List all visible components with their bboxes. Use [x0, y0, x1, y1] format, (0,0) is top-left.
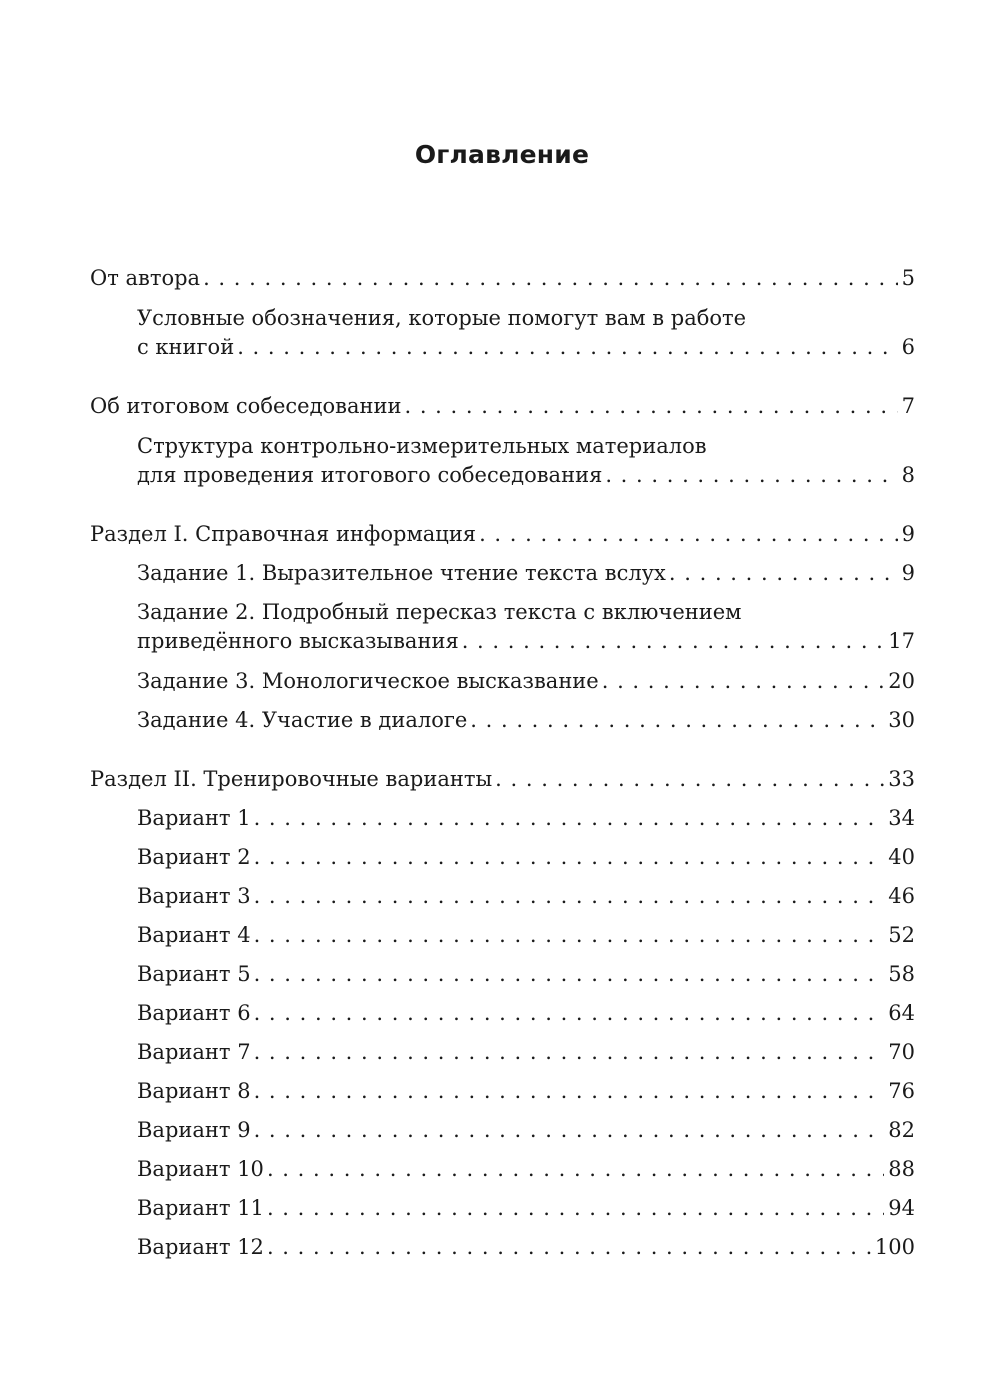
toc-entry-label: Вариант 6 [137, 1001, 251, 1025]
toc-entry-label: Вариант 3 [137, 884, 251, 908]
toc-entry-label: Вариант 2 [137, 845, 251, 869]
toc-page-number: 17 [888, 629, 915, 653]
dot-leader [462, 627, 885, 656]
toc-entry-label: Вариант 7 [137, 1040, 251, 1064]
dot-leader [470, 706, 884, 735]
toc-entry-variant[interactable] [137, 1155, 915, 1184]
toc-entry-label: Задание 4. Участие в диалоге [137, 708, 468, 732]
dot-leader [602, 667, 885, 696]
toc-entry-label: Раздел I. Справочная информация [90, 522, 477, 546]
toc-entry-final-interview[interactable] [90, 392, 915, 421]
toc-entry-label: Задание 1. Выразительное чтение текста вслух [137, 561, 666, 585]
dot-leader [267, 1233, 871, 1262]
toc-entry-variant[interactable] [137, 843, 915, 872]
toc-entry-label: Вариант 9 [137, 1118, 251, 1142]
toc-entry-label: Вариант 1 [137, 806, 251, 830]
dot-leader [254, 843, 885, 872]
toc-page-number: 7 [901, 394, 915, 418]
toc-entry-label: Вариант 5 [137, 962, 251, 986]
toc-entry-about-author[interactable] [90, 264, 915, 293]
dot-leader [254, 882, 885, 911]
toc-entry-label: Вариант 12 [137, 1235, 264, 1259]
toc-entry-label: Вариант 11 [137, 1196, 264, 1220]
dot-leader [669, 559, 898, 588]
dot-leader [254, 1116, 885, 1145]
toc-page-number: 9 [901, 522, 915, 546]
toc-entry-variant[interactable] [137, 1233, 915, 1262]
toc-entry-variant[interactable] [137, 1116, 915, 1145]
toc-page-number: 5 [901, 266, 915, 290]
toc-entry-task-2[interactable] [137, 598, 915, 656]
toc-entry-variant[interactable] [137, 999, 915, 1028]
toc-entry-label-line2: приведённого высказывания [137, 629, 459, 653]
toc-page-number: 52 [888, 923, 915, 947]
toc-entry-task-1[interactable] [137, 559, 915, 588]
toc-page-number: 58 [888, 962, 915, 986]
toc-entry-section-2[interactable] [90, 765, 915, 794]
dot-leader [605, 461, 897, 490]
dot-leader [267, 1155, 884, 1184]
toc-entry-variant[interactable] [137, 921, 915, 950]
dot-leader [254, 1038, 885, 1067]
toc-entry-variant[interactable] [137, 1077, 915, 1106]
toc-entry-variant[interactable] [137, 1038, 915, 1067]
toc-entry-label: Задание 3. Монологическое высказвание [137, 669, 599, 693]
dot-leader [237, 333, 897, 362]
toc-page-number: 94 [888, 1196, 915, 1220]
toc-entry-label-line1: Структура контрольно-измерительных материалов [137, 434, 707, 458]
toc-entry-task-4[interactable] [137, 706, 915, 735]
toc-entry-variant[interactable] [137, 804, 915, 833]
toc-page-number: 33 [888, 767, 915, 791]
toc-entry-symbols[interactable] [137, 304, 915, 362]
toc-page-number: 100 [874, 1235, 915, 1259]
dot-leader [254, 999, 885, 1028]
toc-entry-variant[interactable] [137, 1194, 915, 1223]
dot-leader [254, 921, 885, 950]
dot-leader [254, 960, 885, 989]
toc-entry-label-line2: с книгой [137, 335, 235, 359]
dot-leader [254, 1077, 885, 1106]
dot-leader [479, 520, 898, 549]
dot-leader [267, 1194, 884, 1223]
toc-entry-variant[interactable] [137, 882, 915, 911]
toc-entry-label: Об итоговом собеседовании [90, 394, 402, 418]
toc-entry-variant[interactable] [137, 960, 915, 989]
toc-entry-label: Вариант 4 [137, 923, 251, 947]
toc-entry-label: Раздел II. Тренировочные варианты [90, 767, 493, 791]
dot-leader [203, 264, 898, 293]
toc-entry-label-line2: для проведения итогового собеседования [137, 463, 603, 487]
toc-entry-label-line1: Условные обозначения, которые помогут вам в работе [137, 306, 747, 330]
toc-page-number: 9 [901, 561, 915, 585]
toc-page-number: 88 [888, 1157, 915, 1181]
toc-entry-label: От автора [90, 266, 201, 290]
toc-entry-label: Вариант 8 [137, 1079, 251, 1103]
toc-entry-section-1[interactable] [90, 520, 915, 549]
toc-entry-label: Вариант 10 [137, 1157, 264, 1181]
toc-page-number: 70 [888, 1040, 915, 1064]
toc-page-number: 20 [888, 669, 915, 693]
toc-page-number: 30 [888, 708, 915, 732]
toc-page-number: 46 [888, 884, 915, 908]
toc-page-number: 8 [901, 463, 915, 487]
toc-entry-task-3[interactable] [137, 667, 915, 696]
dot-leader [254, 804, 885, 833]
dot-leader [495, 765, 884, 794]
toc-entry-kim-structure[interactable] [137, 432, 915, 490]
toc-entry-label-line1: Задание 2. Подробный пересказ текста с включением [137, 600, 742, 624]
page-title: Оглавление [414, 140, 590, 169]
toc-page-number: 6 [901, 335, 915, 359]
dot-leader [404, 392, 897, 421]
toc-page-number: 76 [888, 1079, 915, 1103]
toc-page-number: 64 [888, 1001, 915, 1025]
toc-page-number: 34 [888, 806, 915, 830]
toc-page-number: 82 [888, 1118, 915, 1142]
toc-page-number: 40 [888, 845, 915, 869]
